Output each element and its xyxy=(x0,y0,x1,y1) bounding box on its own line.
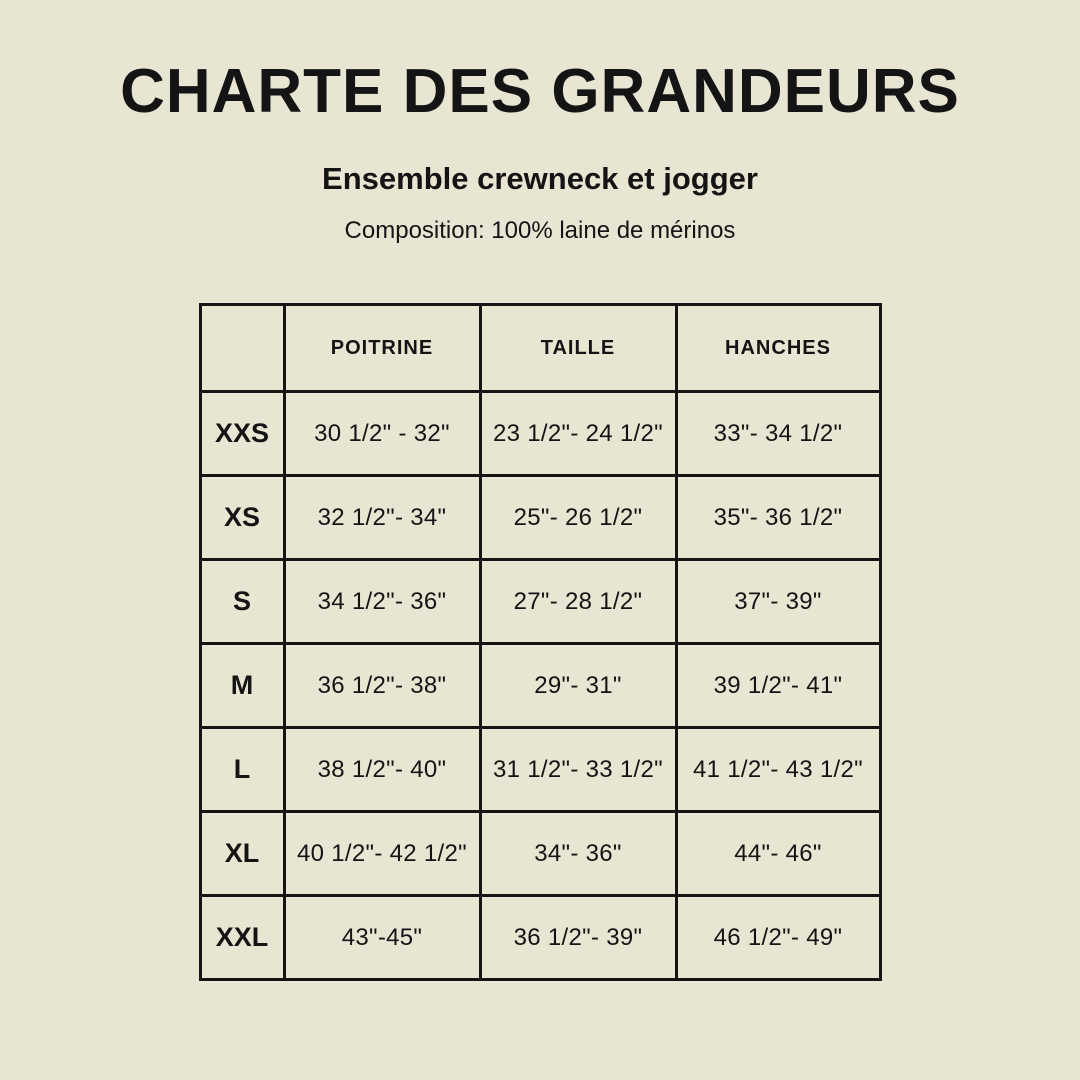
hanches-value: 35"- 36 1/2" xyxy=(676,476,880,560)
table-row-l xyxy=(200,728,880,812)
taille-value: 31 1/2"- 33 1/2" xyxy=(480,728,676,812)
table-row-xxs xyxy=(200,392,880,476)
column-header-taille: TAILLE xyxy=(480,305,676,392)
taille-value: 34"- 36" xyxy=(480,812,676,896)
poitrine-value: 36 1/2"- 38" xyxy=(284,644,480,728)
size-label: XXS xyxy=(200,392,284,476)
hanches-value: 41 1/2"- 43 1/2" xyxy=(676,728,880,812)
size-label: L xyxy=(200,728,284,812)
size-label: S xyxy=(200,560,284,644)
poitrine-value: 40 1/2"- 42 1/2" xyxy=(284,812,480,896)
taille-value: 23 1/2"- 24 1/2" xyxy=(480,392,676,476)
table-header-row xyxy=(200,305,880,392)
table-row-xxl xyxy=(200,896,880,980)
poitrine-value: 34 1/2"- 36" xyxy=(284,560,480,644)
taille-value: 27"- 28 1/2" xyxy=(480,560,676,644)
size-label: XS xyxy=(200,476,284,560)
size-label: XXL xyxy=(200,896,284,980)
table-row-xs xyxy=(200,476,880,560)
hanches-value: 44"- 46" xyxy=(676,812,880,896)
poitrine-value: 43"-45" xyxy=(284,896,480,980)
hanches-value: 37"- 39" xyxy=(676,560,880,644)
taille-value: 25"- 26 1/2" xyxy=(480,476,676,560)
table-row-m xyxy=(200,644,880,728)
column-header-size xyxy=(200,305,284,392)
taille-value: 36 1/2"- 39" xyxy=(480,896,676,980)
hanches-value: 46 1/2"- 49" xyxy=(676,896,880,980)
column-header-poitrine: POITRINE xyxy=(284,305,480,392)
page-title: CHARTE DES GRANDEURS xyxy=(120,57,960,126)
size-label: M xyxy=(200,644,284,728)
poitrine-value: 30 1/2" - 32" xyxy=(284,392,480,476)
hanches-value: 33"- 34 1/2" xyxy=(676,392,880,476)
taille-value: 29"- 31" xyxy=(480,644,676,728)
size-label: XL xyxy=(200,812,284,896)
poitrine-value: 38 1/2"- 40" xyxy=(284,728,480,812)
size-chart-table xyxy=(199,303,882,981)
product-subtitle: Ensemble crewneck et jogger xyxy=(322,161,758,196)
composition-note: Composition: 100% laine de mérinos xyxy=(344,217,736,244)
table-row-s xyxy=(200,560,880,644)
poitrine-value: 32 1/2"- 34" xyxy=(284,476,480,560)
hanches-value: 39 1/2"- 41" xyxy=(676,644,880,728)
column-header-hanches: HANCHES xyxy=(676,305,880,392)
table-row-xl xyxy=(200,812,880,896)
